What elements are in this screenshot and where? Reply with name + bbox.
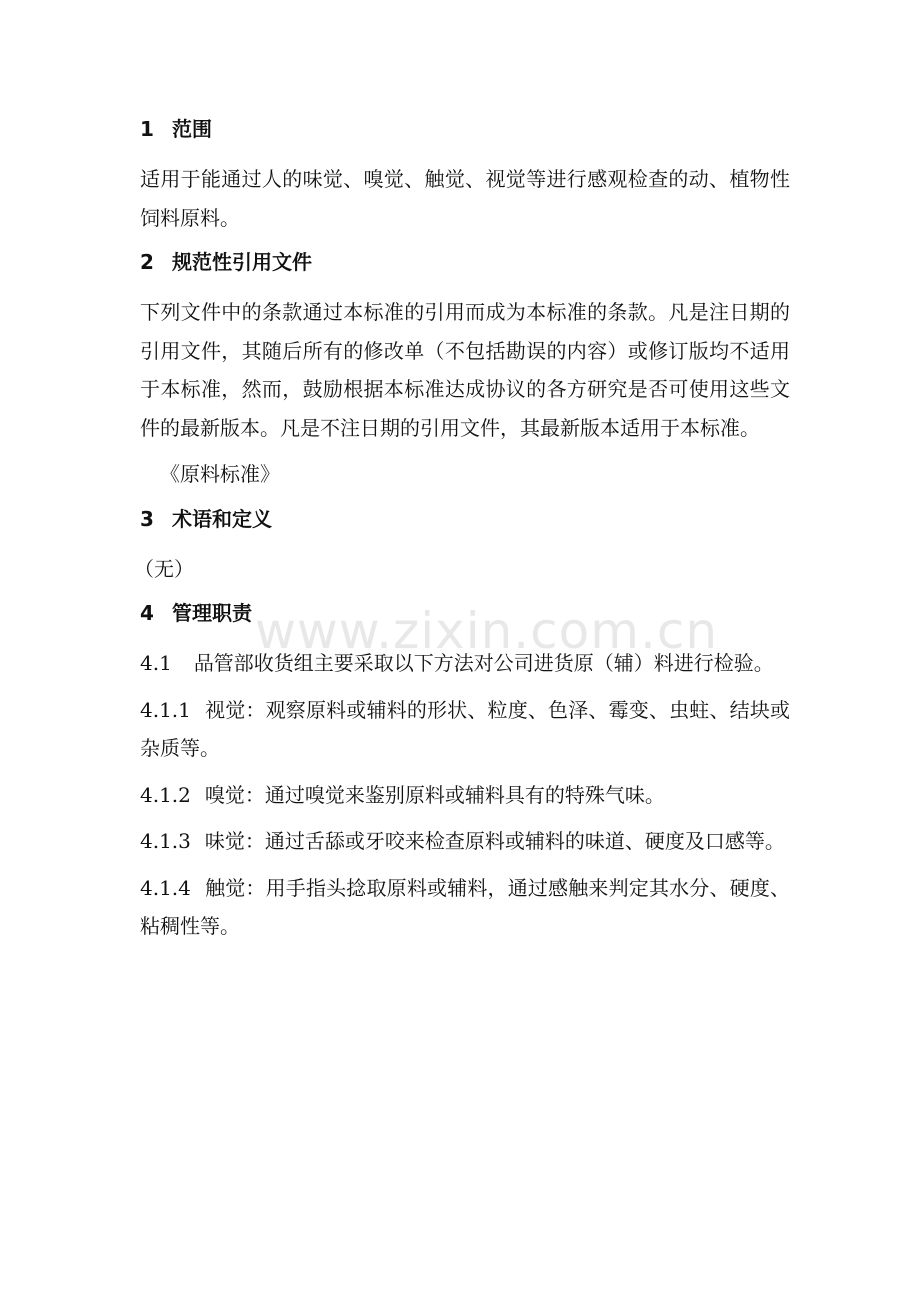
- clause-number: 4.1: [140, 651, 172, 675]
- clause-number: 4.1.2: [140, 782, 191, 807]
- clause-4-1-1: [140, 691, 790, 768]
- clause-number: 4.1.3: [140, 829, 191, 853]
- section-heading-responsibilities: [140, 596, 790, 630]
- watermark: www.zixin.com.cn: [255, 602, 719, 660]
- section-number: 4: [140, 601, 154, 625]
- section-number: 3: [140, 506, 154, 531]
- clause-text: 嗅觉：通过嗅觉来鉴别原料或辅料具有的特殊气味。: [204, 782, 665, 807]
- section-heading-normative-references: [140, 245, 790, 279]
- clause-4-1-4: [140, 869, 790, 946]
- section-title: 术语和定义: [172, 506, 272, 531]
- section-heading-scope: [140, 112, 790, 146]
- clause-number: 4.1.1: [140, 697, 191, 722]
- section-number: 1: [140, 117, 154, 141]
- clause-4-1: [140, 644, 790, 683]
- clause-text: 触觉：用手指头捻取原料或辅料，通过感触来判定其水分、硬度、粘稠性等。: [140, 875, 790, 938]
- section-title: 范围: [172, 117, 212, 141]
- clause-text: 品管部收货组主要采取以下方法对公司进货原（辅）料进行检验。: [193, 651, 774, 675]
- clause-4-1-3: [140, 822, 790, 861]
- clause-text: 视觉：观察原料或辅料的形状、粒度、色泽、霉变、虫蛀、结块或杂质等。: [140, 697, 790, 760]
- section-heading-terms: [140, 502, 790, 536]
- scope-paragraph: 适用于能通过人的味觉、嗅觉、触觉、视觉等进行感观检查的动、植物性饲料原料。: [140, 167, 790, 230]
- section-title: 规范性引用文件: [172, 250, 312, 274]
- clause-4-1-2: [140, 776, 790, 815]
- normative-references-paragraph: 下列文件中的条款通过本标准的引用而成为本标准的条款。凡是注日期的引用文件，其随后所有的修改单（不包括勘误的内容）或修订版均不适用于本标准，然而，鼓励根据本标准达成协议的各方研究是否可使用这些文件的最新版本。凡是不注日期的引用文件，其最新版本适用于本标准。: [140, 300, 790, 440]
- section-number: 2: [140, 250, 154, 274]
- referenced-standard: 《原料标准》: [160, 462, 280, 486]
- document-content: [134, 112, 790, 954]
- clause-number: 4.1.4: [140, 875, 191, 900]
- clause-text: 味觉：通过舌舔或牙咬来检查原料或辅料的味道、硬度及口感等。: [204, 829, 785, 853]
- section-title: 管理职责: [172, 601, 252, 625]
- terms-paragraph: （无）: [134, 556, 194, 581]
